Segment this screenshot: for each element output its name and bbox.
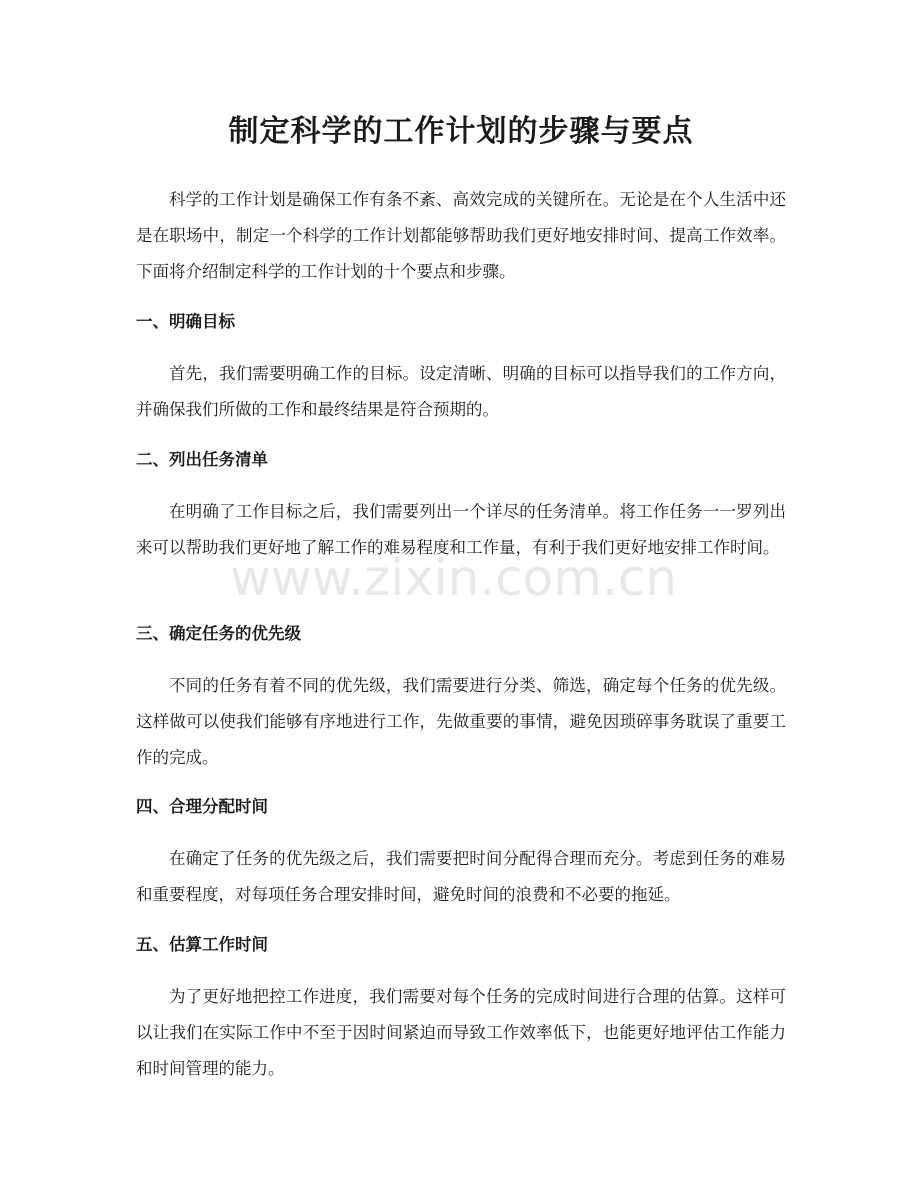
- intro-paragraph: 科学的工作计划是确保工作有条不紊、高效完成的关键所在。无论是在个人生活中还是在职场中，制定一个科学的工作计划都能够帮助我们更好地安排时间、提高工作效率。下面将介绍制定科学的工作计划的十个要点和步骤。: [136, 190, 786, 281]
- section-heading-1: 一、明确目标: [136, 312, 235, 331]
- section-body-5: 为了更好地把控工作进度，我们需要对每个任务的完成时间进行合理的估算。这样可以让我们在实际工作中不至于因时间紧迫而导致工作效率低下，也能更好地评估工作能力和时间管理的能力。: [136, 987, 786, 1078]
- section-heading-3: 三、确定任务的优先级: [136, 624, 301, 643]
- section-heading-5: 五、估算工作时间: [136, 935, 268, 954]
- section-body-1: 首先，我们需要明确工作的目标。设定清晰、明确的目标可以指导我们的工作方向，并确保我们所做的工作和最终结果是符合预期的。: [136, 364, 786, 419]
- section-body-2: 在明确了工作目标之后，我们需要列出一个详尽的任务清单。将工作任务一一罗列出来可以帮助我们更好地了解工作的难易程度和工作量，有利于我们更好地安排工作时间。: [136, 502, 786, 557]
- section-heading-4: 四、合理分配时间: [136, 797, 268, 816]
- watermark: www.zixin.com.cn: [230, 549, 678, 607]
- section-body-3: 不同的任务有着不同的优先级，我们需要进行分类、筛选，确定每个任务的优先级。这样做可以使我们能够有序地进行工作，先做重要的事情，避免因琐碎事务耽误了重要工作的完成。: [136, 676, 786, 767]
- section-heading-2: 二、列出任务清单: [136, 450, 268, 469]
- document-title: 制定科学的工作计划的步骤与要点: [228, 114, 694, 149]
- section-body-4: 在确定了任务的优先级之后，我们需要把时间分配得合理而充分。考虑到任务的难易和重要程度，对每项任务合理安排时间，避免时间的浪费和不必要的拖延。: [136, 849, 786, 904]
